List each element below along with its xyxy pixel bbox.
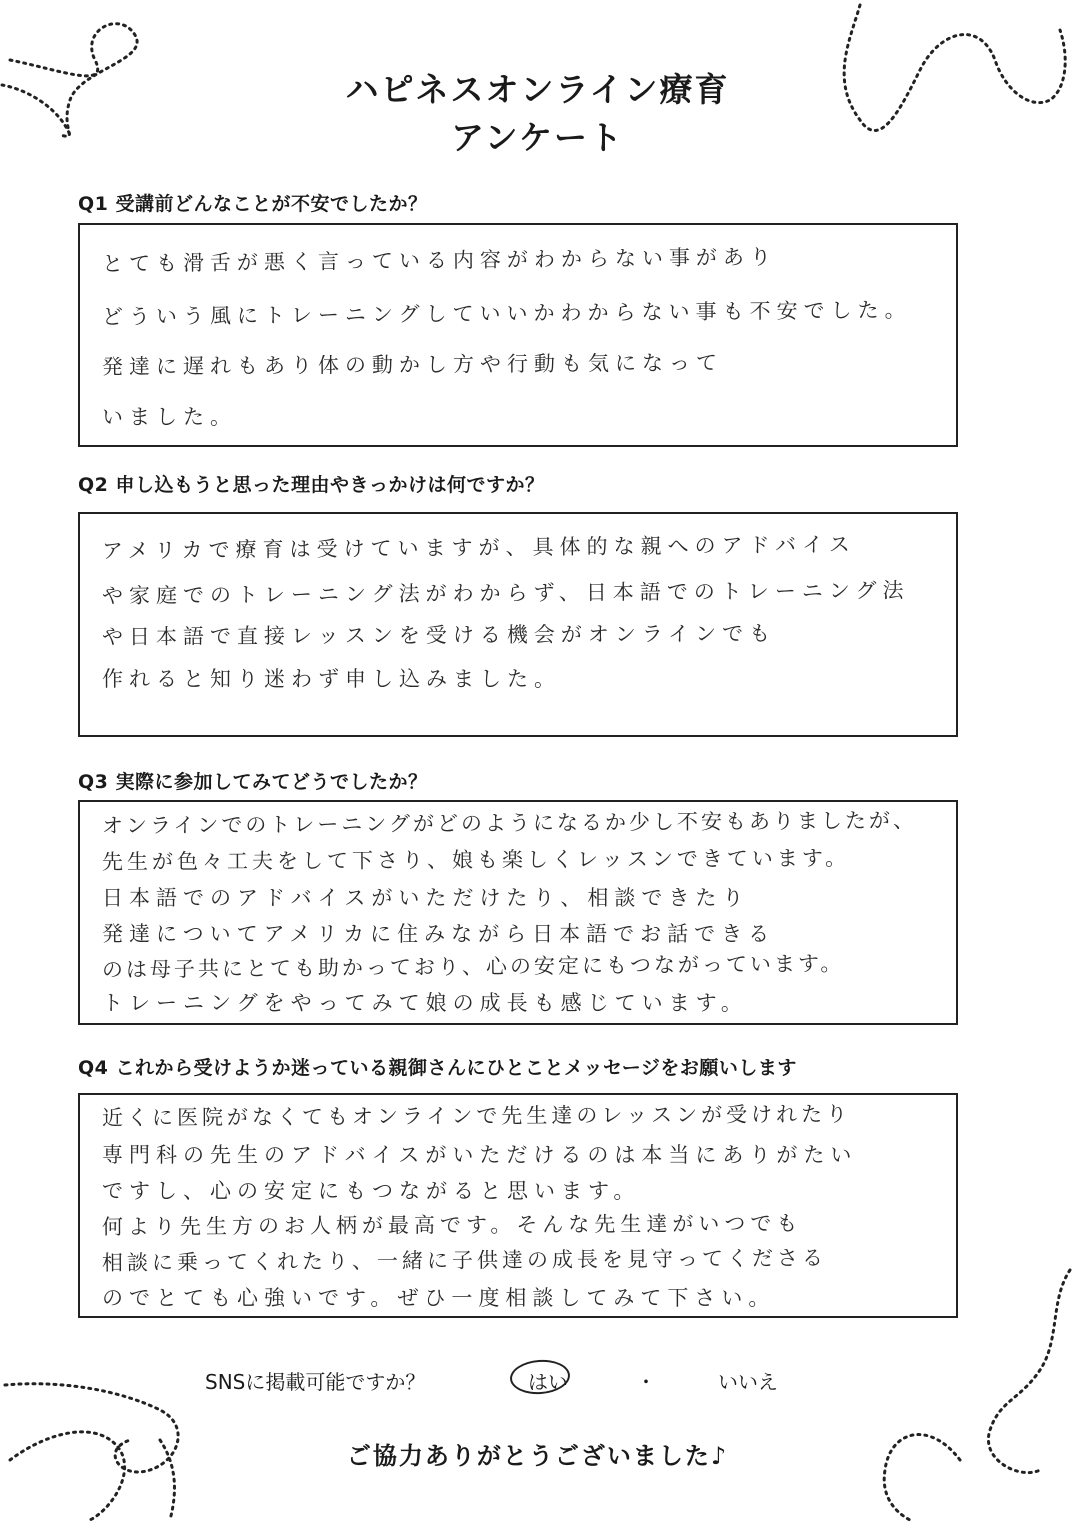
answer-4-box — [78, 1093, 958, 1318]
thanks-message: ご協力ありがとうございました♪ — [346, 1442, 729, 1470]
sns-option-separator: ・ — [636, 1370, 656, 1394]
answer-3-line-3: 日本語でのアドバイスがいただけたり、相談できたり — [102, 886, 750, 910]
answer-3-line-2: 先生が色々工夫をして下さり、娘も楽しくレッスンできています。 — [101, 846, 851, 874]
question-3-label: Q3 実際に参加してみてどうでしたか？ — [78, 771, 428, 793]
answer-2-line-4: 作れると知り迷わず申し込みました。 — [102, 667, 561, 691]
answer-2-box — [78, 512, 958, 737]
question-1-label: Q1 受講前どんなことが不安でしたか？ — [78, 193, 428, 215]
survey-title-line2: アンケート — [450, 118, 625, 157]
question-4-label: Q4 これから受けようか迷っている親御さんにひとことメッセージをお願いします — [78, 1057, 797, 1079]
answer-2-line-1: アメリカで療育は受けていますが、具体的な親へのアドバイス — [101, 532, 856, 563]
answer-4-line-4: 何より先生方のお人柄が最高です。そんな先生達がいつでも — [101, 1211, 803, 1239]
answer-4-line-3: ですし、心の安定にもつながると思います。 — [102, 1179, 641, 1203]
sns-question: SNSに掲載可能ですか？ — [205, 1370, 426, 1394]
sns-option-no[interactable]: いいえ — [718, 1370, 778, 1394]
answer-4-line-5: 相談に乗ってくれたり、一緒に子供達の成長を見守ってくださる — [101, 1245, 828, 1275]
answer-2-line-3: や日本語で直接レッスンを受ける機会がオンラインでも — [101, 621, 777, 649]
answer-3-line-5: のは母子共にとても助かっており、心の安定にもつながっています。 — [101, 951, 845, 982]
answer-2-line-2: や家庭でのトレーニング法がわからず、日本語でのトレーニング法 — [101, 578, 910, 608]
answer-4-line-2: 専門科の先生のアドバイスがいただけるのは本当にありがたい — [102, 1143, 858, 1167]
question-2-label: Q2 申し込もうと思った理由やきっかけは何ですか？ — [78, 474, 545, 496]
answer-1-box — [78, 223, 958, 447]
answer-1-line-2: どういう風にトレーニングしていいかわからない事も不安でした。 — [101, 297, 912, 329]
answer-3-box — [78, 800, 958, 1025]
answer-4-line-1: 近くに医院がなくてもオンラインで先生達のレッスンが受けれたり — [101, 1102, 852, 1130]
answer-3-line-4: 発達についてアメリカに住みながら日本語でお話できる — [102, 922, 776, 946]
answer-1-line-3: 発達に遅れもあり体の動かし方や行動も気になって — [101, 350, 724, 379]
answer-1-line-4: いました。 — [102, 405, 237, 429]
swirl-top-right — [844, 5, 1065, 130]
answer-3-line-6: トレーニングをやってみて娘の成長も感じています。 — [102, 991, 748, 1015]
survey-title-line1: ハピネスオンライン療育 — [345, 70, 730, 109]
answer-3-line-1: オンラインでのトレーニングがどのようになるか少し不安もありましたが、 — [101, 808, 918, 838]
sns-option-yes[interactable]: はい — [528, 1370, 568, 1394]
answer-4-line-6: のでとても心強いです。ぜひ一度相談してみて下さい。 — [102, 1286, 776, 1310]
answer-1-line-1: とても滑舌が悪く言っている内容がわからない事があり — [101, 244, 778, 276]
